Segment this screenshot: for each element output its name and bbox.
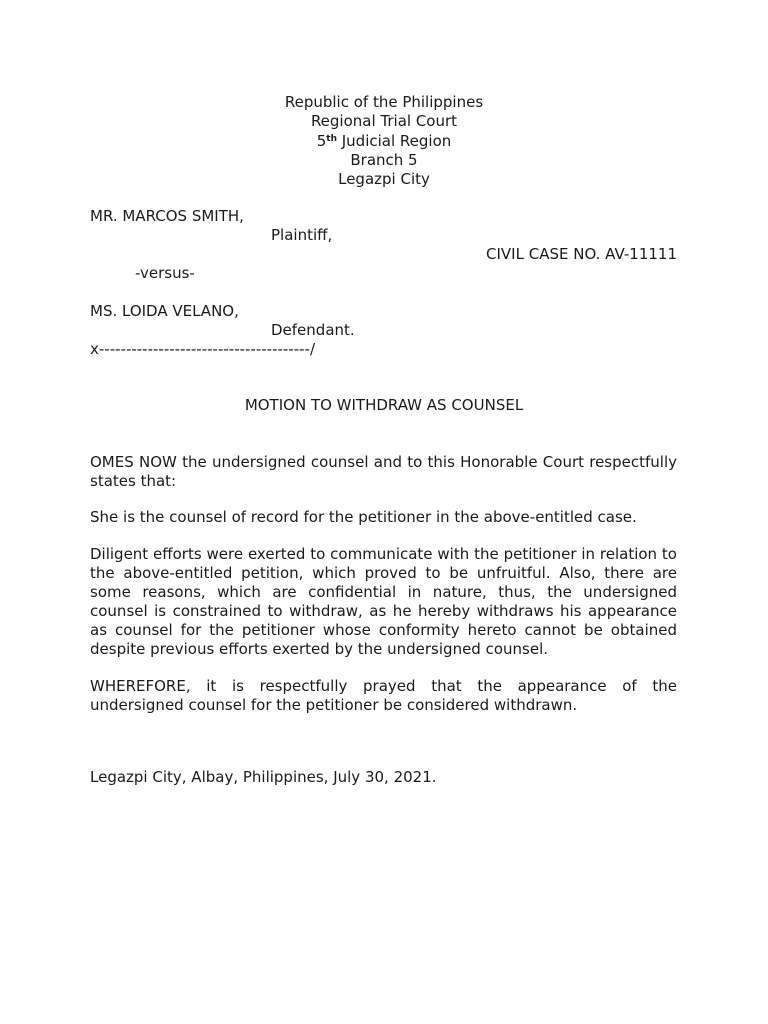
plaintiff-name: MR. MARCOS SMITH, <box>90 207 244 225</box>
caption-separator: x---------------------------------------/ <box>90 340 316 358</box>
region-suffix: th <box>326 133 337 144</box>
branch-line: Branch 5 <box>350 150 418 169</box>
republic-line: Republic of the Philippines <box>284 93 484 111</box>
defendant-role: Defendant. <box>271 321 355 339</box>
body-paragraph-1: OMES NOW the undersigned counsel and to this Honorable Court respectfully states that: <box>90 453 677 490</box>
plaintiff-role: Plaintiff, <box>271 226 333 244</box>
court-heading <box>0 93 768 189</box>
body-paragraph-2: She is the counsel of record for the petitioner in the above-entitled case. <box>90 508 637 526</box>
defendant-name: MS. LOIDA VELANO, <box>90 302 239 320</box>
region-number: 5 <box>316 131 327 150</box>
document-title: MOTION TO WITHDRAW AS COUNSEL <box>244 396 524 414</box>
city-line: Legazpi City <box>338 170 430 189</box>
body-paragraph-4: WHEREFORE, it is respectfully prayed that the appearance of the undersigned counsel for the petitioner be considered withdrawn. <box>90 677 677 714</box>
region-text: Judicial Region <box>336 131 452 150</box>
case-number: CIVIL CASE NO. AV-11111 <box>486 245 677 263</box>
place-and-date: Legazpi City, Albay, Philippines, July 30, 2021. <box>90 768 437 786</box>
versus-label: -versus- <box>135 264 195 282</box>
body-paragraph-3: Diligent efforts were exerted to communicate with the petitioner in relation to the above-entitled petition, which proved to be unfruitful. Also, there are some reasons, which are confidential in nature, thus, the undersigned counsel is constrained to withdraw, as he hereby withdraws his appearance as counsel for the petitioner whose conformity hereto cannot be obtained despite previous efforts exerted by the undersigned counsel. <box>90 545 677 658</box>
court-name-line: Regional Trial Court <box>310 112 458 131</box>
judicial-region-line <box>0 132 768 151</box>
